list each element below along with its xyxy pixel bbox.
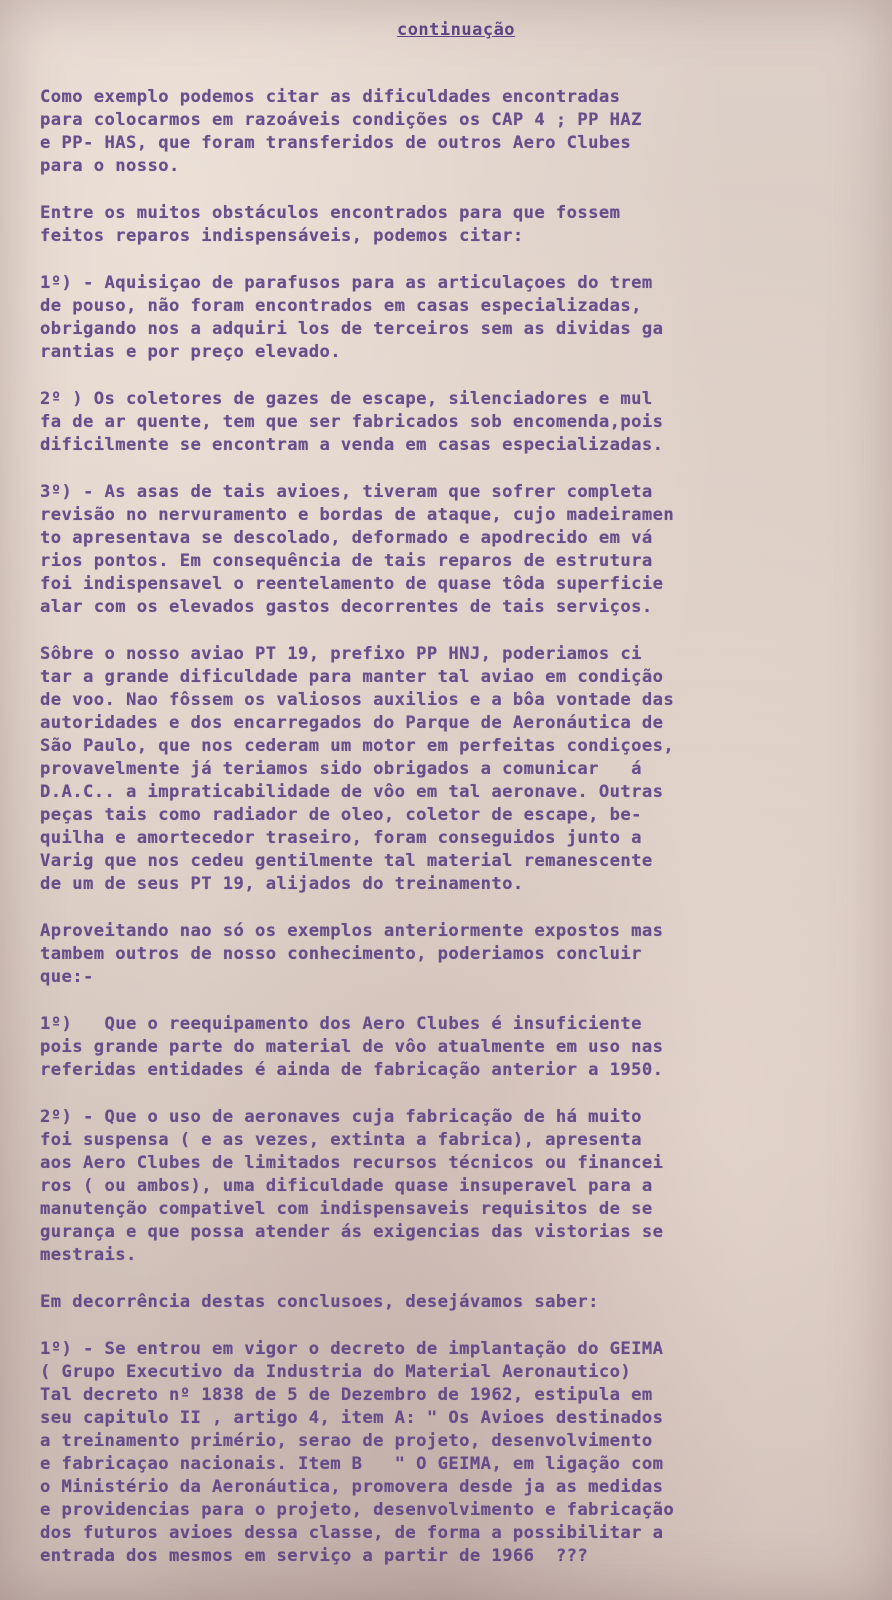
text-line: feitos reparos indispensáveis, podemos citar: <box>40 226 524 246</box>
text-line: entrada dos mesmos em serviço a partir de 1966 ??? <box>40 1546 589 1566</box>
text-line: mestrais. <box>40 1245 137 1265</box>
text-line: aos Aero Clubes de limitados recursos técnicos ou financei <box>40 1153 664 1173</box>
paragraph-item-2 <box>40 388 855 457</box>
text-line: alar com os elevados gastos decorrentes de tais serviços. <box>40 597 653 617</box>
text-line: autoridades e dos encarregados do Parque de Aeronáutica de <box>40 713 664 733</box>
text-line: 2º) - Que o uso de aeronaves cuja fabricação de há muito <box>40 1107 642 1127</box>
text-line: obrigando nos a adquiri los de terceiros sem as dividas ga <box>40 319 664 339</box>
text-line: ( Grupo Executivo da Industria do Material Aeronautico) <box>40 1362 632 1382</box>
paragraph-pt19 <box>40 643 855 896</box>
text-line: fa de ar quente, tem que ser fabricados sob encomenda,pois <box>40 412 664 432</box>
text-line: foi suspensa ( e as vezes, extinta a fabrica), apresenta <box>40 1130 642 1150</box>
paragraph-item-1 <box>40 272 855 364</box>
paragraph-question-1 <box>40 1338 855 1568</box>
text-line: 2º ) Os coletores de gazes de escape, silenciadores e mul <box>40 389 653 409</box>
text-line: pois grande parte do material de vôo atualmente em uso nas <box>40 1037 664 1057</box>
text-line: e providencias para o projeto, desenvolvimento e fabricação <box>40 1500 675 1520</box>
text-line: de voo. Nao fôssem os valiosos auxilios e a bôa vontade das <box>40 690 675 710</box>
text-line: 3º) - As asas de tais avioes, tiveram que sofrer completa <box>40 482 653 502</box>
text-line: Como exemplo podemos citar as dificuldades encontradas <box>40 87 621 107</box>
text-line: de pouso, não foram encontrados em casas especializadas, <box>40 296 642 316</box>
text-line: quilha e amortecedor traseiro, foram conseguidos junto a <box>40 828 642 848</box>
text-line: ros ( ou ambos), uma dificuldade quase insuperavel para a <box>40 1176 653 1196</box>
text-line: 1º) Que o reequipamento dos Aero Clubes é insuficiente <box>40 1014 642 1034</box>
text-line: seu capitulo II , artigo 4, item A: " Os Avioes destinados <box>40 1408 664 1428</box>
text-line: provavelmente já teriamos sido obrigados a comunicar á <box>40 759 642 779</box>
text-line: Entre os muitos obstáculos encontrados para que fossem <box>40 203 621 223</box>
text-line: de um de seus PT 19, alijados do treinamento. <box>40 874 524 894</box>
text-line: Tal decreto nº 1838 de 5 de Dezembro de 1962, estipula em <box>40 1385 653 1405</box>
text-line: o Ministério da Aeronáutica, promovera desde ja as medidas <box>40 1477 664 1497</box>
text-line: e PP- HAS, que foram transferidos de outros Aero Clubes <box>40 133 632 153</box>
paragraph-conclusion-intro <box>40 920 855 989</box>
text-line: tambem outros de nosso conhecimento, poderiamos concluir <box>40 944 642 964</box>
paragraph-conclusion-1 <box>40 1013 855 1082</box>
text-line: Sôbre o nosso aviao PT 19, prefixo PP HNJ, poderiamos ci <box>40 644 642 664</box>
text-line: Varig que nos cedeu gentilmente tal material remanescente <box>40 851 653 871</box>
text-line: Em decorrência destas conclusoes, desejávamos saber: <box>40 1292 599 1312</box>
text-line: revisão no nervuramento e bordas de ataque, cujo madeiramen <box>40 505 675 525</box>
text-line: a treinamento primério, serao de projeto, desenvolvimento <box>40 1431 653 1451</box>
text-line: rantias e por preço elevado. <box>40 342 341 362</box>
text-line: referidas entidades é ainda de fabricação anterior a 1950. <box>40 1060 664 1080</box>
text-line: Aproveitando nao só os exemplos anteriormente expostos mas <box>40 921 664 941</box>
paragraph-conclusion-2 <box>40 1106 855 1267</box>
text-line: para colocarmos em razoáveis condições os CAP 4 ; PP HAZ <box>40 110 642 130</box>
text-line: 1º) - Aquisiçao de parafusos para as articulaçoes do trem <box>40 273 653 293</box>
text-line: e fabricaçao nacionais. Item B " O GEIMA, em ligação com <box>40 1454 664 1474</box>
text-line: rios pontos. Em consequência de tais reparos de estrutura <box>40 551 653 571</box>
text-line: dos futuros avioes dessa classe, de forma a possibilitar a <box>40 1523 664 1543</box>
paragraph-questions-intro <box>40 1291 855 1314</box>
text-line: para o nosso. <box>40 156 180 176</box>
document-body <box>40 86 855 1592</box>
text-line: que:- <box>40 967 94 987</box>
paragraph-intro <box>40 86 855 178</box>
text-line: São Paulo, que nos cederam um motor em perfeitas condiçoes, <box>40 736 675 756</box>
page-title: continuação <box>396 20 516 40</box>
text-line: dificilmente se encontram a venda em casas especializadas. <box>40 435 664 455</box>
text-line: D.A.C.. a impraticabilidade de vôo em tal aeronave. Outras <box>40 782 664 802</box>
paragraph-obstacles <box>40 202 855 248</box>
text-line: peças tais como radiador de oleo, coletor de escape, be- <box>40 805 642 825</box>
paragraph-item-3 <box>40 481 855 619</box>
text-line: to apresentava se descolado, deformado e apodrecido em vá <box>40 528 653 548</box>
text-line: gurança e que possa atender ás exigencias das vistorias se <box>40 1222 664 1242</box>
text-line: foi indispensavel o reentelamento de quase tôda superficie <box>40 574 664 594</box>
text-line: 1º) - Se entrou em vigor o decreto de implantação do GEIMA <box>40 1339 664 1359</box>
text-line: tar a grande dificuldade para manter tal aviao em condição <box>40 667 664 687</box>
text-line: manutenção compativel com indispensaveis requisitos de se <box>40 1199 653 1219</box>
